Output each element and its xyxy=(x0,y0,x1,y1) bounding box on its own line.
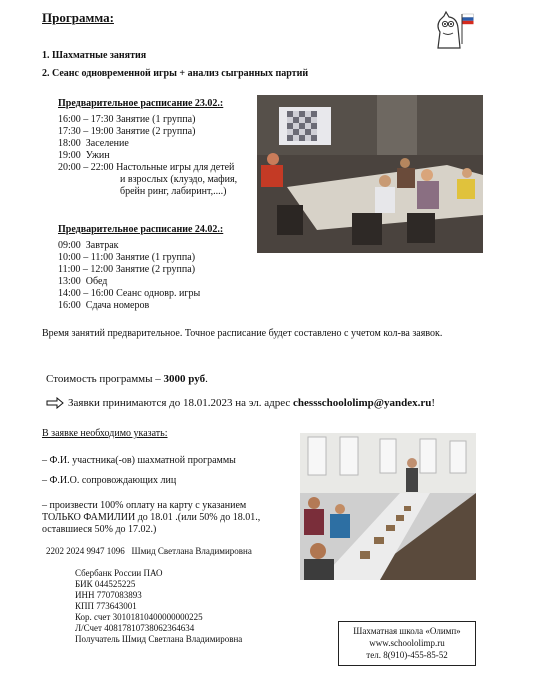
schedule-time: 13:00 xyxy=(58,276,81,287)
price-line xyxy=(46,373,208,385)
schedule-row xyxy=(58,264,200,276)
schedule-time: 17:30 – 19:00 xyxy=(58,126,114,137)
bank-line: ИНН 7707083893 xyxy=(75,590,142,600)
schedule-row xyxy=(58,288,200,300)
schedule-row xyxy=(58,252,200,264)
page-title: Программа: xyxy=(42,10,114,25)
schedule-time: 16:00 xyxy=(58,300,81,311)
schedule-24 xyxy=(58,240,200,312)
schedule-time: 18:00 xyxy=(58,138,81,149)
schedule-text: Сдача номеров xyxy=(85,300,150,311)
schedule-note: Время занятий предварительное. Точное расписание будет составлено с учетом кол-ва заявок. xyxy=(42,328,443,339)
schedule-time: 09:00 xyxy=(58,240,81,251)
bank-details xyxy=(75,568,242,645)
applications-end: ! xyxy=(431,397,435,409)
price-value: 3000 руб xyxy=(163,373,206,385)
schedule-text: Настольные игры для детей xyxy=(116,162,235,173)
simul-photo xyxy=(300,433,476,580)
bank-line: Л/Счет 40817810738062364634 xyxy=(75,623,195,633)
bank-line: Получатель Шмид Светлана Владимировна xyxy=(75,634,243,644)
bank-line: Сбербанк России ПАО xyxy=(75,568,163,578)
schedule-text: Ужин xyxy=(85,150,110,161)
card-holder: Шмид Светлана Владимировна xyxy=(131,546,252,556)
schedule-row xyxy=(58,162,237,174)
schedule-text: Сеанс однoвр. игры xyxy=(116,288,201,299)
school-logo xyxy=(424,8,476,54)
right-arrow-icon xyxy=(46,397,64,409)
program-item-1: 1. Шахматные занятия xyxy=(42,50,147,61)
bank-line: Кор. счет 30101810400000000225 xyxy=(75,612,203,622)
schedule-text: Завтрак xyxy=(85,240,119,251)
email-link[interactable]: chessschoololimp@yandex.ru xyxy=(293,397,432,409)
schedule-row xyxy=(58,138,237,150)
bank-line: БИК 044525225 xyxy=(75,579,136,589)
schedule-row xyxy=(58,150,237,162)
requirements-title: В заявке необходимо указать: xyxy=(42,428,168,439)
schedule-text: Занятие (2 группа) xyxy=(116,126,196,137)
card-line xyxy=(46,546,252,556)
schedule-continuation: брейн ринг, лабиринт,....) xyxy=(120,186,227,197)
schedule-text: Занятие (2 группа) xyxy=(115,264,196,275)
school-name: Шахматная школа «Олимп» xyxy=(353,626,461,636)
classroom-photo xyxy=(257,95,483,253)
chess-knight-mascot-icon xyxy=(424,8,476,54)
school-contact-box xyxy=(338,621,476,666)
requirement-item: – Ф.И. участника(-ов) шахматной программы xyxy=(42,455,236,466)
schedule-row xyxy=(58,300,200,312)
payment-instructions xyxy=(42,500,260,536)
schedule-time: 14:00 – 16:00 xyxy=(58,288,114,299)
school-phone: тел. 8(910)-455-85-52 xyxy=(366,650,448,660)
schedule-23 xyxy=(58,114,237,198)
payment-line: – произвести 100% оплату на карту с указанием xyxy=(42,500,247,511)
price-label: Стоимость программы – xyxy=(46,373,161,385)
program-item-2: 2. Сеанс одновременной игры + анализ сыгранных партий xyxy=(42,68,309,79)
price-end: . xyxy=(205,373,208,385)
schedule-text: Обед xyxy=(85,276,108,287)
card-number: 2202 2024 9947 1096 xyxy=(46,546,125,556)
payment-line: оставшиеся 50% до 17.02.) xyxy=(42,524,157,535)
schedule-text: Занятие (1 группа) xyxy=(116,114,196,125)
applications-text: Заявки принимаются до 18.01.2023 на эл. адрес xyxy=(68,397,291,409)
schedule-row xyxy=(58,240,200,252)
schedule-time: 16:00 – 17:30 xyxy=(58,114,114,125)
schedule-text: Заселение xyxy=(85,138,129,149)
schedule-24-title: Предварительное расписание 24.02.: xyxy=(58,224,224,235)
schedule-row xyxy=(58,114,237,126)
requirement-item: – Ф.И.О. сопровождающих лиц xyxy=(42,475,177,486)
schedule-time: 11:00 – 12:00 xyxy=(58,264,114,275)
payment-line: ТОЛЬКО ФАМИЛИИ до 18.01 .(или 50% до 18.01., xyxy=(42,512,261,523)
school-website[interactable]: www.schoololimp.ru xyxy=(369,638,445,648)
schedule-time: 20:00 – 22:00 xyxy=(58,162,114,173)
russian-flag-icon xyxy=(463,14,474,24)
schedule-23-title: Предварительное расписание 23.02.: xyxy=(58,98,224,109)
schedule-row xyxy=(58,126,237,138)
bank-line: КПП 773643001 xyxy=(75,601,137,611)
schedule-time: 10:00 – 11:00 xyxy=(58,252,114,263)
schedule-row xyxy=(58,276,200,288)
applications-line xyxy=(46,397,435,409)
schedule-time: 19:00 xyxy=(58,150,81,161)
schedule-continuation: и взрослых (клуэдо, мафия, xyxy=(120,174,238,185)
schedule-text: Занятие (1 группа) xyxy=(115,252,196,263)
